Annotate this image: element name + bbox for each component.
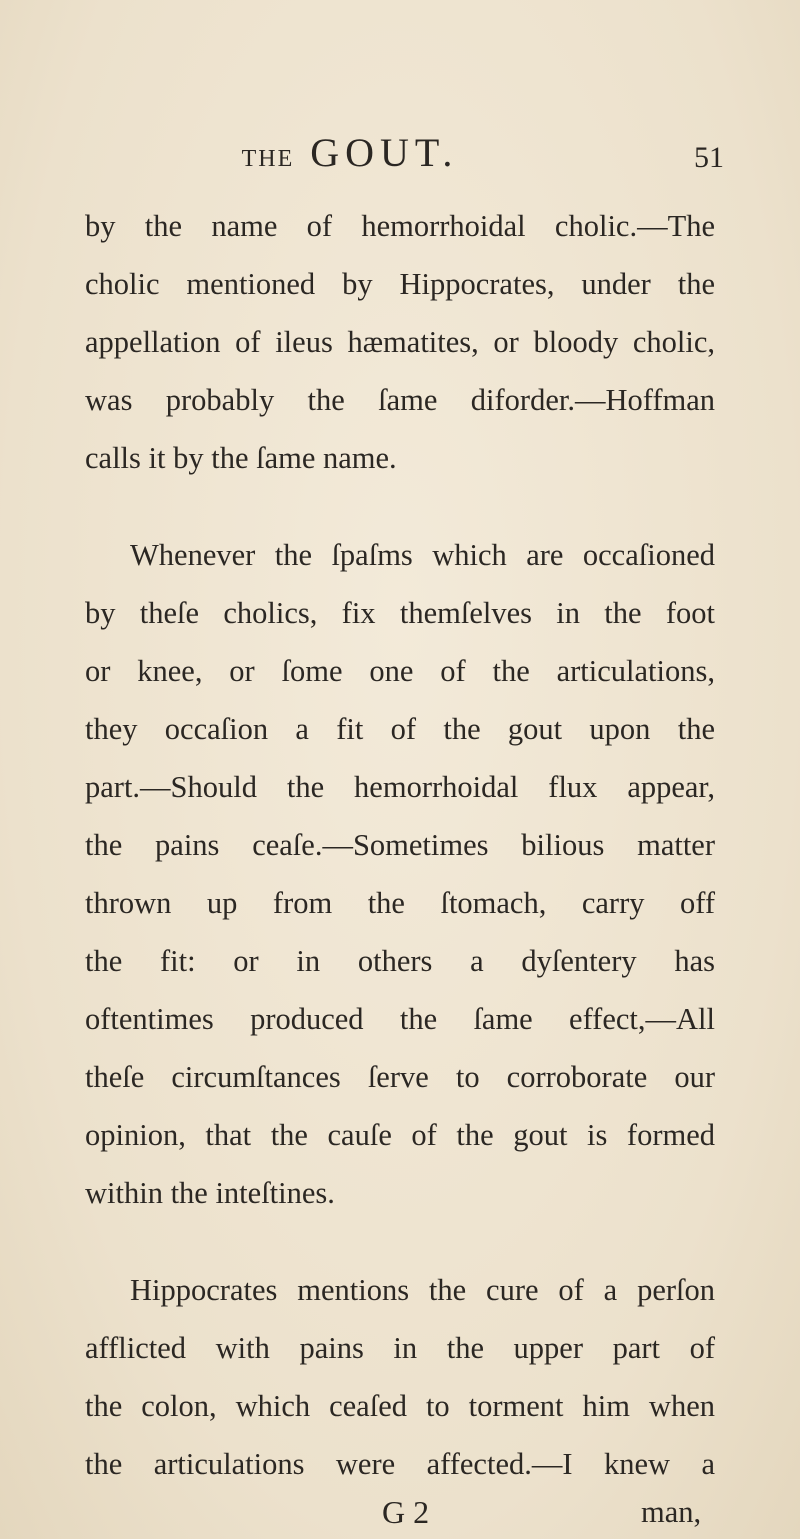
text-line: opinion, that the cauſe of the gout is formed (85, 1118, 715, 1152)
signature-mark: G 2 (382, 1494, 430, 1530)
page-number: 51 (694, 141, 724, 174)
text-line: part.—Should the hemorrhoidal flux appear, (85, 770, 715, 804)
text-line: the fit: or in others a dyſentery has (85, 944, 715, 978)
text-line: calls it by the ſame name. (85, 441, 397, 475)
catchword: man, (641, 1495, 702, 1529)
running-title (160, 128, 540, 184)
text-line: Hippocrates mentions the cure of a perſon (130, 1273, 715, 1307)
text-line: theſe circumſtances ſerve to corroborate our (85, 1060, 715, 1094)
running-header (0, 128, 800, 178)
page-footer (0, 1490, 800, 1536)
text-line: by theſe cholics, fix themſelves in the foot (85, 596, 715, 630)
text-line: the articulations were affected.—I knew a (85, 1447, 715, 1481)
text-line: cholic mentioned by Hippocrates, under the (85, 267, 715, 301)
text-line: by the name of hemorrhoidal cholic.—The (85, 209, 715, 243)
title-article: THE (241, 146, 295, 172)
text-line: thrown up from the ſtomach, carry off (85, 886, 715, 920)
text-line: or knee, or ſome one of the articulations, (85, 654, 715, 688)
text-line: the pains ceaſe.—Sometimes bilious matter (85, 828, 715, 862)
text-line: appellation of ileus hæmatites, or bloody cholic, (85, 325, 715, 359)
text-line: they occaſion a fit of the gout upon the (85, 712, 715, 746)
text-line: within the inteſtines. (85, 1176, 335, 1210)
title-word: GOUT. (310, 130, 459, 175)
text-line: the colon, which ceaſed to torment him when (85, 1389, 715, 1423)
text-line: Whenever the ſpaſms which are occaſioned (130, 538, 715, 572)
text-line: oftentimes produced the ſame effect,—All (85, 1002, 715, 1036)
text-line: afflicted with pains in the upper part of (85, 1331, 715, 1365)
text-line: was probably the ſame diforder.—Hoffman (85, 383, 715, 417)
